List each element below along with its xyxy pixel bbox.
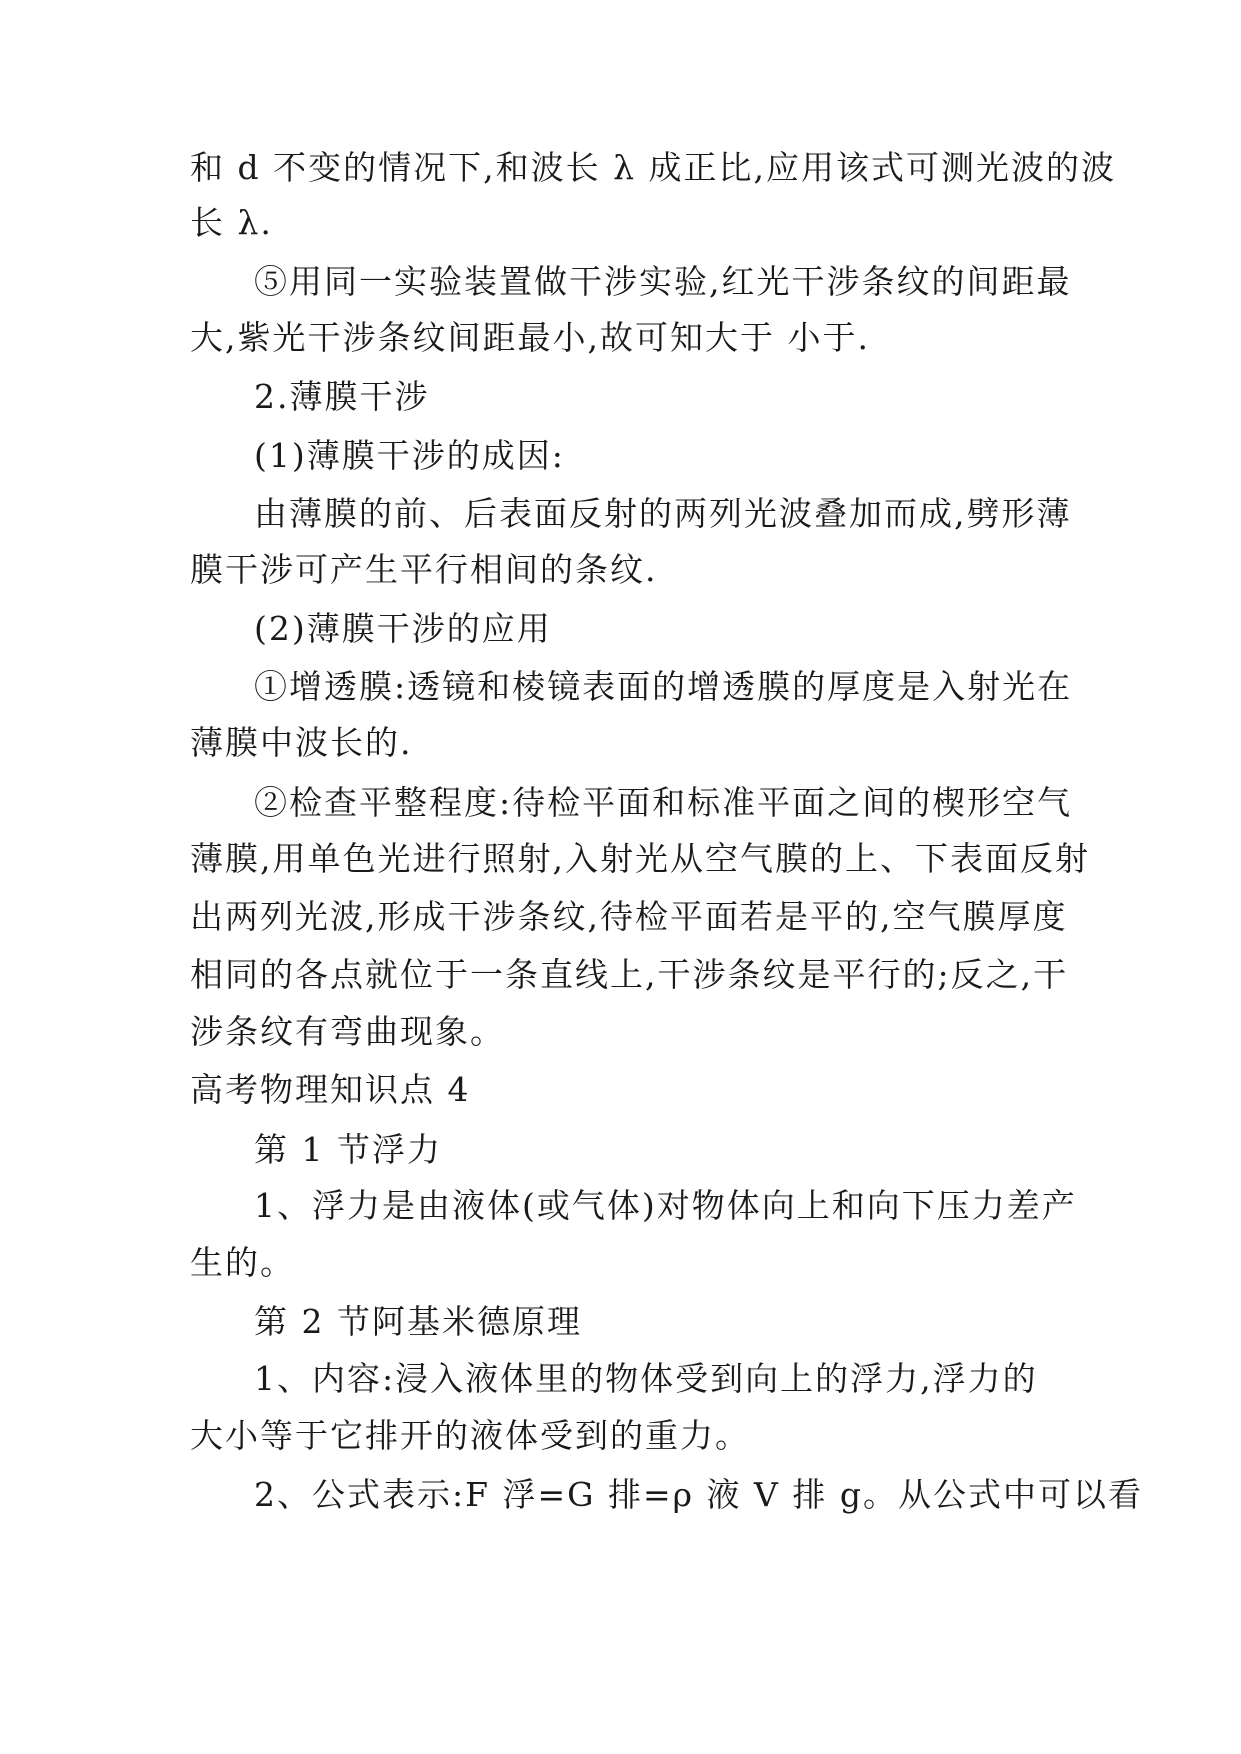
text-line: 出两列光波,形成干涉条纹,待检平面若是平的,空气膜厚度	[190, 897, 1068, 936]
text-line: 2、公式表示:F 浮=G 排=ρ 液 V 排 g。从公式中可以看	[254, 1475, 1143, 1514]
text-line: ①增透膜:透镜和棱镜表面的增透膜的厚度是入射光在	[254, 667, 1073, 706]
text-line: 相同的各点就位于一条直线上,干涉条纹是平行的;反之,干	[190, 955, 1069, 994]
text-line: 生的。	[190, 1243, 295, 1282]
text-line: 和 d 不变的情况下,和波长 λ 成正比,应用该式可测光波的波	[190, 148, 1116, 187]
text-line: 大小等于它排开的液体受到的重力。	[190, 1416, 750, 1455]
subheading: 第 1 节浮力	[254, 1130, 442, 1169]
text-line: 由薄膜的前、后表面反射的两列光波叠加而成,劈形薄	[254, 494, 1072, 533]
subheading: 第 2 节阿基米德原理	[254, 1302, 582, 1341]
text-line: 1、内容:浸入液体里的物体受到向上的浮力,浮力的	[254, 1359, 1038, 1398]
subheading: (1)薄膜干涉的成因:	[254, 436, 565, 475]
section-heading: 2.薄膜干涉	[254, 377, 430, 416]
subheading: (2)薄膜干涉的应用	[254, 609, 552, 648]
text-line: 涉条纹有弯曲现象。	[190, 1012, 505, 1051]
text-line: 膜干涉可产生平行相间的条纹.	[190, 550, 658, 589]
text-line: ⑤用同一实验装置做干涉实验,红光干涉条纹的间距最	[254, 262, 1072, 301]
text-line: ②检查平整程度:待检平面和标准平面之间的楔形空气	[254, 783, 1073, 822]
text-line: 长 λ.	[190, 203, 273, 242]
text-line: 薄膜,用单色光进行照射,入射光从空气膜的上、下表面反射	[190, 839, 1090, 878]
text-line: 1、浮力是由液体(或气体)对物体向上和向下压力差产	[254, 1186, 1077, 1225]
text-line: 薄膜中波长的.	[190, 723, 413, 762]
text-line: 大,紫光干涉条纹间距最小,故可知大于 小于.	[190, 318, 870, 357]
section-title: 高考物理知识点 4	[190, 1070, 471, 1109]
